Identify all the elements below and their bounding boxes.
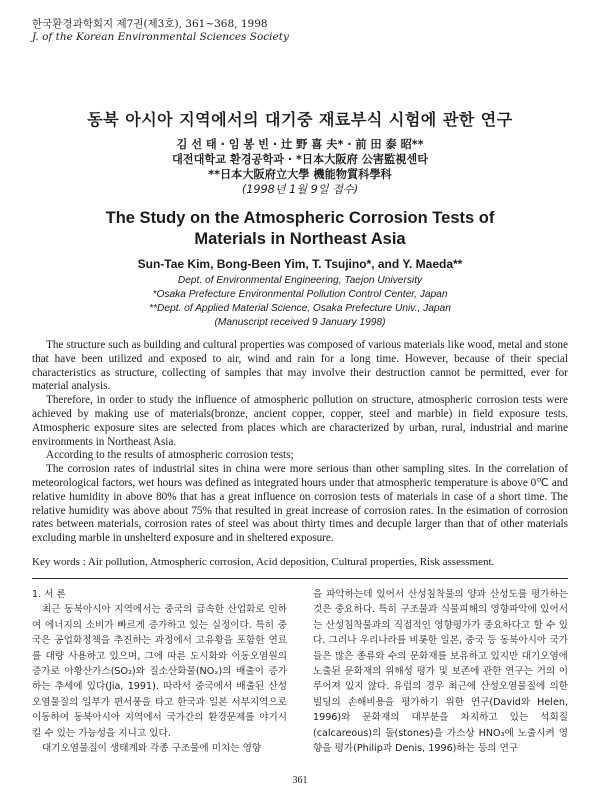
body-paragraph: 대기오염물질이 생태계와 각종 구조물에 미치는 영향 [42, 743, 262, 755]
section-heading-introduction: 1. 서 론 [32, 589, 66, 600]
abstract-paragraph-3: According to the results of atmospheric corrosion tests; [46, 449, 294, 462]
affiliation-korean-2: **日本大阪府立大學 機能物質科學科 [208, 168, 392, 181]
author-block-korean [0, 137, 600, 197]
journal-header [32, 18, 289, 44]
page-number: 361 [292, 775, 308, 786]
affiliation-block-english [0, 274, 600, 330]
journal-citation-ko: 한국환경과학회지 제7권(제3호), 361~368, 1998 [32, 18, 268, 30]
title-english-line-2: Materials in Northeast Asia [194, 230, 406, 248]
received-date-korean: (1998년 1월 9일 접수) [241, 183, 359, 196]
abstract-paragraph-4: The corrosion rates of industrial sites in china were more serious than other sampling sites. In the correlation of meteorological factors, wet hours was defined as integrated hours under that atmospheric temperature is above 0℃ and relative humidity in above 80% that has a great influence on corrosion tests of materials in case of a short time. The relative humidity was above about 75% that resulted in great increase of corrosion rates. In the esimation of corrosion rates between materials, corrosion rates of steel was about thirty times and decuple larger than that of other materials excluding marble in unshelterd exposure and in sheltered exposure. [32, 463, 568, 545]
body-column-left [32, 587, 287, 756]
title-english-line-1: The Study on the Atmospheric Corrosion Tests of [105, 209, 495, 227]
authors-english: Sun-Tae Kim, Bong-Been Yim, T. Tsujino*, and Y. Maeda** [137, 257, 463, 271]
body-paragraph: 최근 동북아시아 지역에서는 중국의 급속한 산업화로 인하여 에너지의 소비가 빠르게 증가하고 있는 실정이다. 특히 중국은 공업화정책을 추진하는 과정에서 고유황을 포함한 연료를 대량 사용하고 있으며, 그에 따른 도시화와 이동오염원의 증가로 아황산가스(SO₂)와 질소산화물(NOₓ)의 배출이 증가하는 추세에 있다(Jia, 1991). 따라서 중국에서 배출된 산성 오염물질의 일부가 편서풍을 타고 한국과 일본 서부지역으로 이동하여 동북아시아 지역에서 국가간의 환경문제를 야기시킬 수 있는 가능성을 지니고 있다. [32, 604, 287, 739]
body-paragraph: 을 파악하는데 있어서 산성침착물의 양과 산성도를 평가하는 것은 중요하다. 특히 구조물과 식물피해의 영향파악에 있어서는 산성침착물과의 직접적인 영향평가가 중요하다고 할 수 있다. 그러나 우리나라를 비롯한 일본, 중국 등 동북아시아 국가들은 많은 종류와 수의 문화재를 보유하고 있지만 대기오염에 노출된 문화재의 위해성 평가 및 보존에 관한 연구는 거의 이루어져 있지 않다. 유럽의 경우 최근에 산성오염물질에 의한 빌딩의 손해비용을 평가하기 위한 연구(David와 Helen, 1996)와 문화재의 대부분을 차지하고 있는 석회질(calcareous)의 돌(stones)을 가스상 HNO₃에 노출시켜 영향을 평가(Philip과 Denis, 1996)하는 등의 연구 [313, 589, 568, 755]
abstract-paragraph-2: Therefore, in order to study the influence of atmospheric pollution on structure, atmospheric corrosion tests were achieved by making use of materials(bronze, ancient copper, copper, steel and marble) in field exposure tests. Atmospheric exposure sites are selected from places which are characterized by urban, rural, industrial and marine environments in Northeast Asia. [32, 394, 568, 448]
abstract-paragraph-1: The structure such as building and cultural properties was composed of various materials like wood, metal and stone that have been utilized and exposed to air, wind and rain for a long time. However, because of their special characteristics as structure, collecting of samples that may involve their destruction cannot be permitted, ever for material analysis. [32, 339, 568, 393]
received-date-english: (Manuscript received 9 January 1998) [214, 317, 386, 328]
abstract [32, 339, 568, 546]
divider [32, 578, 568, 579]
journal-name-en: J. of the Korean Environmental Sciences Society [32, 31, 289, 43]
body-column-right [313, 587, 568, 756]
affiliation-english-3: **Dept. of Applied Material Science, Osaka Prefecture Univ., Japan [149, 303, 451, 314]
title-korean: 동북 아시아 지역에서의 대기중 재료부식 시험에 관한 연구 [87, 110, 513, 129]
affiliation-english-1: Dept. of Environmental Engineering, Taejon University [177, 275, 423, 286]
affiliation-english-2: *Osaka Prefecture Environmental Pollution Control Center, Japan [152, 289, 448, 300]
affiliation-korean-1: 대전대학교 환경공학과 · *日本大阪府 公害監視센타 [171, 153, 429, 166]
title-english [0, 208, 600, 250]
authors-korean: 김 선 태 · 임 봉 빈 · 辻 野 喜 夫* · 前 田 泰 昭** [176, 138, 424, 151]
keywords: Key words : Air pollution, Atmospheric corrosion, Acid deposition, Cultural properties, Risk assessment. [32, 556, 495, 568]
